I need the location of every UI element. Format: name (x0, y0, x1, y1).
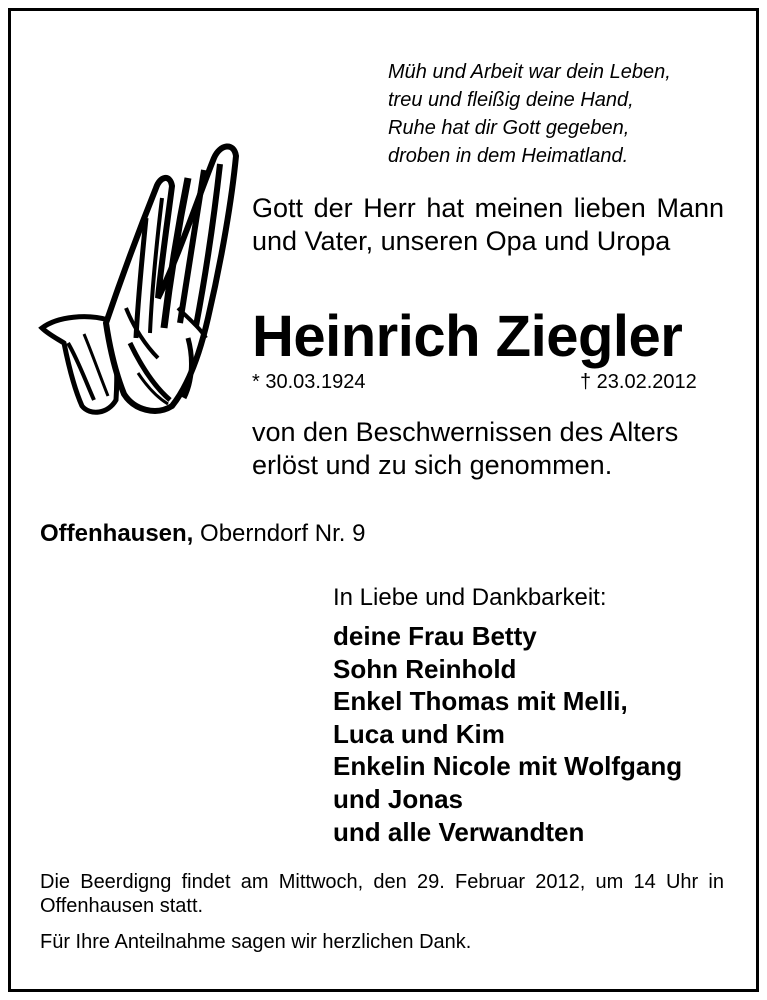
poem (388, 58, 671, 170)
thanks-text: Für Ihre Anteilnahme sagen wir herzlichen Dank. (40, 931, 472, 953)
poem-line: Ruhe hat dir Gott gegeben, (388, 117, 630, 139)
released-line: erlöst und zu sich genommen. (252, 450, 613, 480)
released-line: von den Beschwernissen des Alters (252, 417, 679, 447)
address-street: Oberndorf Nr. 9 (200, 520, 366, 547)
deceased-name: Heinrich Ziegler (252, 304, 683, 369)
mourner-line: Enkel Thomas mit Melli, (333, 686, 628, 717)
mourner-line: Sohn Reinhold (333, 653, 517, 684)
mourner-line: und Jonas (333, 783, 464, 814)
mourner-line: und alle Verwandten (333, 816, 585, 847)
birth-date: * 30.03.1924 (252, 371, 366, 393)
address-city: Offenhausen, (40, 520, 194, 547)
mourner-line: Enkelin Nicole mit Wolfgang (333, 751, 683, 782)
poem-line: Müh und Arbeit war dein Leben, (388, 61, 671, 83)
mourners-list (333, 620, 682, 848)
intro-text: Gott der Herr hat meinen lieben Mann und Vater, unseren Opa und Uropa (252, 193, 724, 256)
released-text (252, 416, 678, 482)
funeral-notice: Die Beerdigng findet am Mittwoch, den 29. Februar 2012, um 14 Uhr in Offenhausen statt. (40, 871, 724, 917)
praying-hands-icon (38, 138, 243, 420)
death-date: † 23.02.2012 (580, 371, 697, 393)
mourners-heading: In Liebe und Dankbarkeit: (333, 584, 607, 611)
address (40, 519, 365, 549)
mourner-line: deine Frau Betty (333, 621, 537, 651)
poem-line: treu und fleißig deine Hand, (388, 89, 634, 111)
mourner-line: Luca und Kim (333, 718, 505, 749)
poem-line: droben in dem Heimatland. (388, 145, 629, 167)
